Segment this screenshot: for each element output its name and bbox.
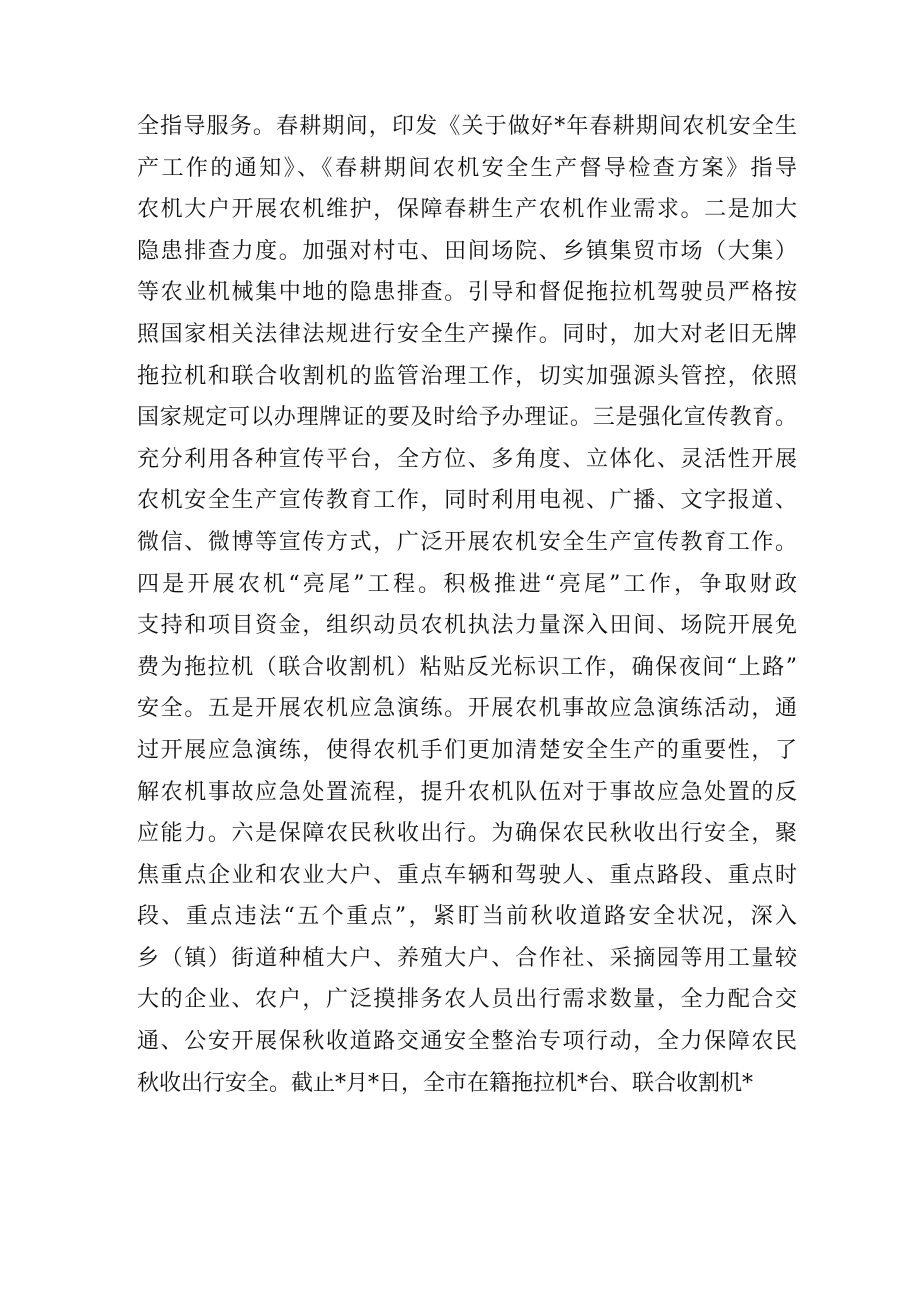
text-line: 隐患排查力度。加强对村屯、田间场院、乡镇集贸市场（大集） bbox=[137, 238, 797, 264]
text-line: 秋收出行安全。截止*月*日，全市在籍拖拉机*台、联合收割机* bbox=[137, 1070, 754, 1096]
text-line: 微信、微博等宣传方式，广泛开展农机安全生产宣传教育工作。 bbox=[137, 529, 797, 555]
text-line: 拖拉机和联合收割机的监管治理工作，切实加强源头管控，依照 bbox=[137, 363, 797, 389]
text-line: 产工作的通知》、《春耕期间农机安全生产督导检查方案》指导 bbox=[137, 155, 797, 181]
text-line: 充分利用各种宣传平台，全方位、多角度、立体化、灵活性开展 bbox=[137, 446, 797, 472]
text-line: 国家规定可以办理牌证的要及时给予办理证。三是强化宣传教育。 bbox=[137, 405, 797, 431]
body-paragraph bbox=[137, 106, 797, 1104]
text-line: 安全。五是开展农机应急演练。开展农机事故应急演练活动，通 bbox=[137, 696, 797, 722]
text-line: 支持和项目资金，组织动员农机执法力量深入田间、场院开展免 bbox=[137, 613, 797, 639]
text-line: 通、公安开展保秋收道路交通安全整治专项行动，全力保障农民 bbox=[137, 1029, 797, 1055]
text-line: 农机安全生产宣传教育工作，同时利用电视、广播、文字报道、 bbox=[137, 488, 797, 514]
text-line: 等农业机械集中地的隐患排查。引导和督促拖拉机驾驶员严格按 bbox=[137, 280, 797, 306]
text-line: 四是开展农机“亮尾”工程。积极推进“亮尾”工作，争取财政 bbox=[137, 571, 797, 597]
text-line: 解农机事故应急处置流程，提升农机队伍对于事故应急处置的反 bbox=[137, 779, 797, 805]
text-line: 照国家相关法律法规进行安全生产操作。同时，加大对老旧无牌 bbox=[137, 321, 797, 347]
text-line: 段、重点违法“五个重点”，紧盯当前秋收道路安全状况，深入 bbox=[137, 904, 797, 930]
text-line: 过开展应急演练，使得农机手们更加清楚安全生产的重要性，了 bbox=[137, 737, 797, 763]
text-line: 农机大户开展农机维护，保障春耕生产农机作业需求。二是加大 bbox=[137, 197, 797, 223]
text-line: 全指导服务。春耕期间，印发《关于做好*年春耕期间农机安全生 bbox=[137, 114, 797, 139]
text-line: 乡（镇）街道种植大户、养殖大户、合作社、采摘园等用工量较 bbox=[137, 945, 797, 971]
text-line: 大的企业、农户，广泛摸排务农人员出行需求数量，全力配合交 bbox=[137, 987, 797, 1013]
text-line: 应能力。六是保障农民秋收出行。为确保农民秋收出行安全，聚 bbox=[137, 821, 797, 847]
text-line: 焦重点企业和农业大户、重点车辆和驾驶人、重点路段、重点时 bbox=[137, 862, 797, 888]
text-line: 费为拖拉机（联合收割机）粘贴反光标识工作，确保夜间“上路” bbox=[137, 654, 797, 680]
